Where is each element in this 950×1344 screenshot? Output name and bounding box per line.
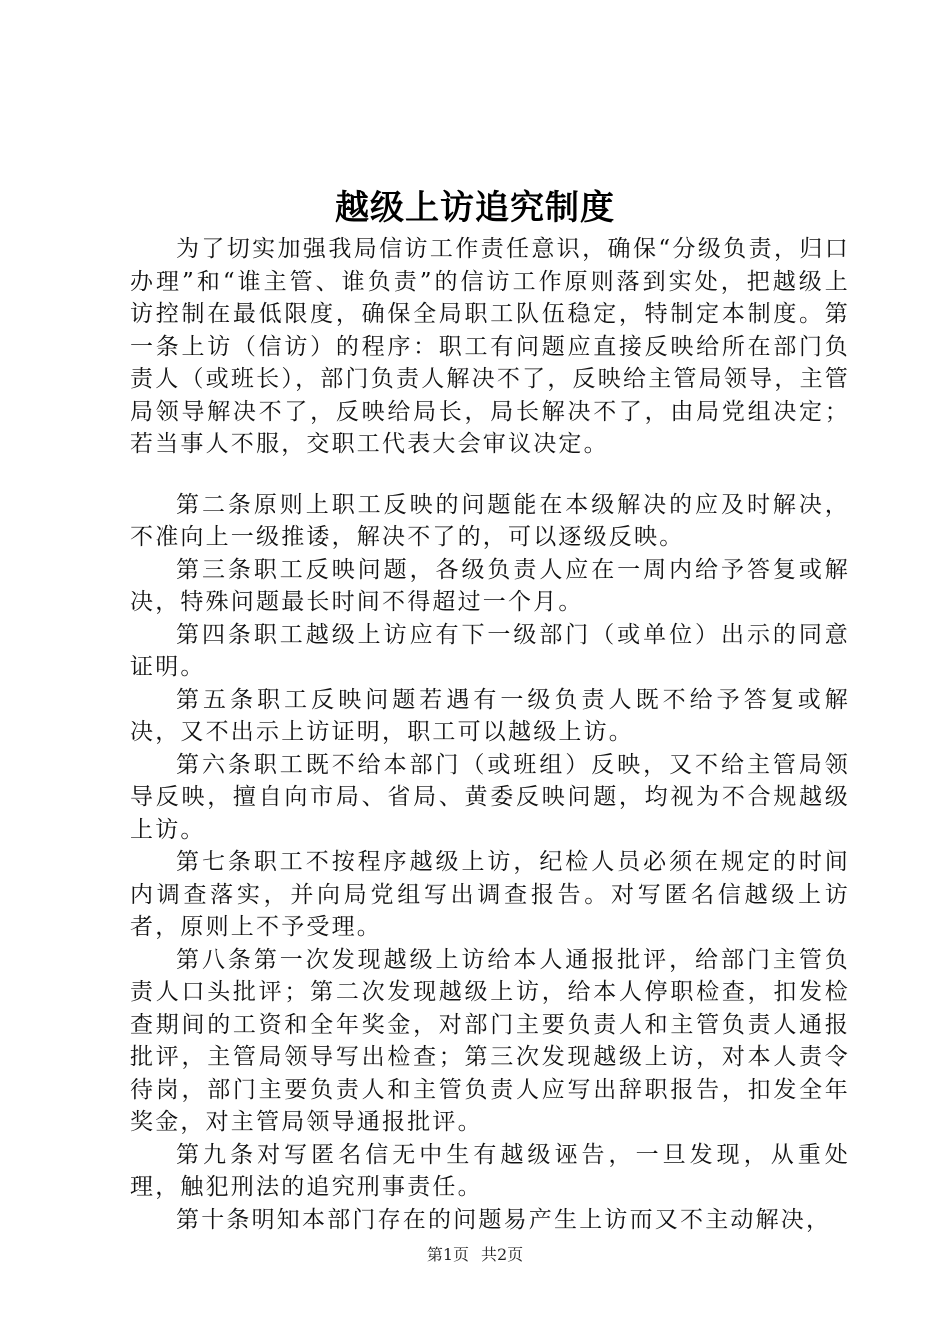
paragraph-intro: 为了切实加强我局信访工作责任意识，确保“分级负责，归口办理”和“谁主管、谁负责”的信访工作原则落到实处，把越级上访控制在最低限度，确保全局职工队伍稳定，特制定本制度。第一条上访（信访）的程序：职工有问题应直接反映给所在部门负责人（或班长），部门负责人解决不了，反映给主管局领导，主管局领导解决不了，反映给局长，局长解决不了，由局党组决定；若当事人不服，交职工代表大会审议决定。	[130, 236, 850, 457]
document-title: 越级上访追究制度	[335, 188, 615, 228]
page-total: 共2页	[481, 1245, 524, 1264]
paragraph-article-5: 第五条职工反映问题若遇有一级负责人既不给予答复或解决，又不出示上访证明，职工可以越级上访。	[130, 686, 850, 745]
paragraph-article-7: 第七条职工不按程序越级上访，纪检人员必须在规定的时间内调查落实，并向局党组写出调查报告。对写匿名信越级上访者，原则上不予受理。	[130, 849, 850, 940]
paragraph-article-10: 第十条明知本部门存在的问题易产生上访而又不主动解决，	[176, 1206, 832, 1233]
paragraph-article-9: 第九条对写匿名信无中生有越级诬告，一旦发现，从重处理，触犯刑法的追究刑事责任。	[130, 1141, 850, 1200]
page-footer	[0, 1244, 950, 1266]
paragraph-article-6: 第六条职工既不给本部门（或班组）反映，又不给主管局领导反映，擅自向市局、省局、黄委反映问题，均视为不合规越级上访。	[130, 751, 850, 843]
paragraph-article-8: 第八条第一次发现越级上访给本人通报批评，给部门主管负责人口头批评；第二次发现越级上访，给本人停职检查，扣发检查期间的工资和全年奖金，对部门主要负责人和主管负责人通报批评，主管局领导写出检查；第三次发现越级上访，对本人责令待岗，部门主要负责人和主管负责人应写出辞职报告，扣发全年奖金，对主管局领导通报批评。	[130, 946, 850, 1135]
page-number: 第1页	[426, 1245, 469, 1264]
paragraph-article-2: 第二条原则上职工反映的问题能在本级解决的应及时解决，不准向上一级推诿，解决不了的，可以逐级反映。	[130, 491, 850, 550]
paragraph-article-3: 第三条职工反映问题，各级负责人应在一周内给予答复或解决，特殊问题最长时间不得超过一个月。	[130, 556, 850, 615]
paragraph-article-4: 第四条职工越级上访应有下一级部门（或单位）出示的同意证明。	[130, 621, 850, 680]
document-body	[130, 233, 850, 1236]
